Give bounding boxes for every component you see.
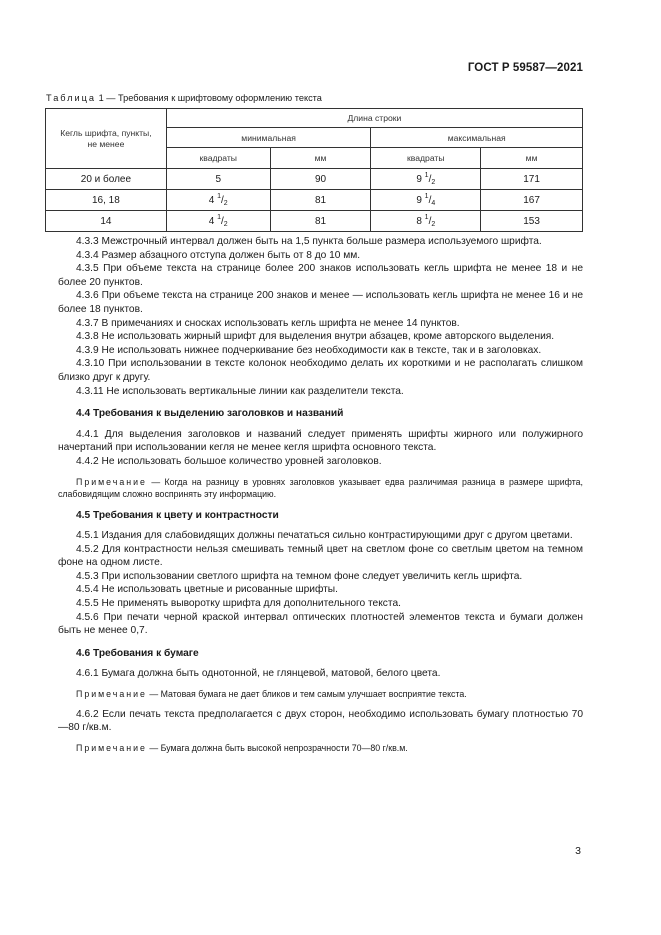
font-requirements-table bbox=[45, 108, 583, 232]
header-min-mm: мм bbox=[270, 148, 371, 169]
section-heading-4-5: 4.5 Требования к цвету и контрастности bbox=[76, 509, 279, 521]
cell-max-mm: 153 bbox=[481, 211, 583, 232]
note-text: — Матовая бумага не дает бликов и тем самым улучшает восприятие текста. bbox=[149, 689, 467, 700]
cell-font: 16, 18 bbox=[46, 190, 167, 211]
cell-min-mm: 90 bbox=[270, 169, 371, 190]
note-label: Примечание bbox=[76, 689, 147, 700]
cell-min-mm: 81 bbox=[270, 190, 371, 211]
cell-max-squares: 9 $^1/_2$ bbox=[371, 169, 481, 190]
section-heading-4-6: 4.6 Требования к бумаге bbox=[76, 647, 199, 659]
header-max: максимальная bbox=[371, 128, 583, 148]
header-max-mm: мм bbox=[481, 148, 583, 169]
paragraph-4-3-5: 4.3.5 При объеме текста на странице более 200 знаков использовать кегль шрифта не менее 18 и не более 20 пунктов. bbox=[58, 263, 583, 288]
table-row bbox=[46, 211, 583, 232]
cell-max-squares: 8 $^1/_2$ bbox=[371, 211, 481, 232]
paragraph-4-3-11: 4.3.11 Не использовать вертикальные линии как разделители текста. bbox=[76, 385, 404, 397]
header-min: минимальная bbox=[166, 128, 371, 148]
paragraph-4-3-8: 4.3.8 Не использовать жирный шрифт для выделения внутри абзацев, кроме авторского выделения. bbox=[76, 331, 555, 343]
section-heading-4-4: 4.4 Требования к выделению заголовков и названий bbox=[76, 408, 344, 420]
paragraph-4-4-2: 4.4.2 Не использовать большое количество уровней заголовков. bbox=[76, 455, 382, 467]
header-line-length: Длина строки bbox=[166, 109, 582, 128]
paragraph-4-5-5: 4.5.5 Не применять выворотку шрифта для дополнительного текста. bbox=[76, 598, 401, 610]
table-row bbox=[46, 190, 583, 211]
header-font-size: Кегль шрифта, пункты, не менее bbox=[46, 109, 167, 169]
paragraph-4-3-9: 4.3.9 Не использовать нижнее подчеркивание без необходимости как в тексте, так и в заголовках. bbox=[76, 344, 542, 356]
cell-min-squares: 5 bbox=[166, 169, 270, 190]
paragraph-4-3-3: 4.3.3 Межстрочный интервал должен быть на 1,5 пункта больше размера используемого шрифта. bbox=[76, 236, 542, 247]
cell-font: 20 и более bbox=[46, 169, 167, 190]
paragraph-4-5-6: 4.5.6 При печати черной краской интервал оптических плотностей элементов текста и бумаги должен быть не менее 0,7. bbox=[58, 611, 583, 637]
header-max-squares: квадраты bbox=[371, 148, 481, 169]
table-caption bbox=[46, 93, 322, 103]
header-min-squares: квадраты bbox=[166, 148, 270, 169]
cell-max-squares: 9 $^1/_4$ bbox=[371, 190, 481, 211]
standard-header: ГОСТ Р 59587—2021 bbox=[467, 62, 583, 74]
paragraph-4-3-6: 4.3.6 При объеме текста на странице 200 знаков и менее — использовать кегль шрифта не менее 16 и не более 18 пунктов. bbox=[58, 290, 583, 315]
cell-max-mm: 171 bbox=[481, 169, 583, 190]
paragraph-4-4-1: 4.4.1 Для выделения заголовков и названий следует применять шрифты жирного или полужирного начертаний при использовании кегля не менее кегля шрифта основного текста. bbox=[58, 428, 583, 454]
page-number: 3 bbox=[575, 845, 581, 857]
note-4-4 bbox=[58, 476, 583, 501]
note-4-6-1 bbox=[58, 688, 583, 701]
paragraph-4-3-7: 4.3.7 В примечаниях и сносках использовать кегль шрифта не менее 14 пунктов. bbox=[76, 317, 460, 329]
table-caption-text: 1 — Требования к шрифтовому оформлению текста bbox=[98, 93, 322, 103]
paragraph-4-5-1: 4.5.1 Издания для слабовидящих должны печататься сильно контрастирующими друг с другом цветами. bbox=[76, 530, 573, 542]
paragraph-4-3-4: 4.3.4 Размер абзацного отступа должен быть от 8 до 10 мм. bbox=[76, 249, 361, 261]
cell-min-squares: 4 $^1/_2$ bbox=[166, 211, 270, 232]
note-text: — Когда на разницу в уровнях заголовков указывает едва различимая разница в размере шрифта, слабовидящим сложно воспринять эту информацию. bbox=[58, 476, 583, 499]
document-body bbox=[58, 235, 583, 754]
paragraph-4-6-2: 4.6.2 Если печать текста предполагается с двух сторон, необходимо использовать бумагу плотностью 70—80 г/кв.м. bbox=[58, 708, 583, 734]
paragraph-4-3-10: 4.3.10 При использовании в тексте колонок необходимо делать их короткими и не располагать слишком близко друг к другу. bbox=[58, 358, 583, 383]
paragraph-4-5-2: 4.5.2 Для контрастности нельзя смешивать темный цвет на светлом фоне со светлым цветом на темном фоне на одном листе. bbox=[58, 543, 583, 569]
table-row bbox=[46, 169, 583, 190]
cell-max-mm: 167 bbox=[481, 190, 583, 211]
cell-font: 14 bbox=[46, 211, 167, 232]
table-caption-label: Таблица bbox=[46, 93, 97, 103]
cell-min-mm: 81 bbox=[270, 211, 371, 232]
note-label: Примечание bbox=[76, 476, 147, 487]
paragraph-4-5-3: 4.5.3 При использовании светлого шрифта на темном фоне следует увеличить кегль шрифта. bbox=[76, 570, 523, 582]
paragraph-4-6-1: 4.6.1 Бумага должна быть однотонной, не глянцевой, матовой, белого цвета. bbox=[76, 668, 441, 680]
cell-min-squares: 4 $^1/_2$ bbox=[166, 190, 270, 211]
paragraph-4-5-4: 4.5.4 Не использовать цветные и рисованные шрифты. bbox=[76, 584, 338, 596]
note-label: Примечание bbox=[76, 742, 147, 753]
note-text: — Бумага должна быть высокой непрозрачности 70—80 г/кв.м. bbox=[149, 742, 408, 753]
note-4-6-2 bbox=[58, 742, 583, 755]
